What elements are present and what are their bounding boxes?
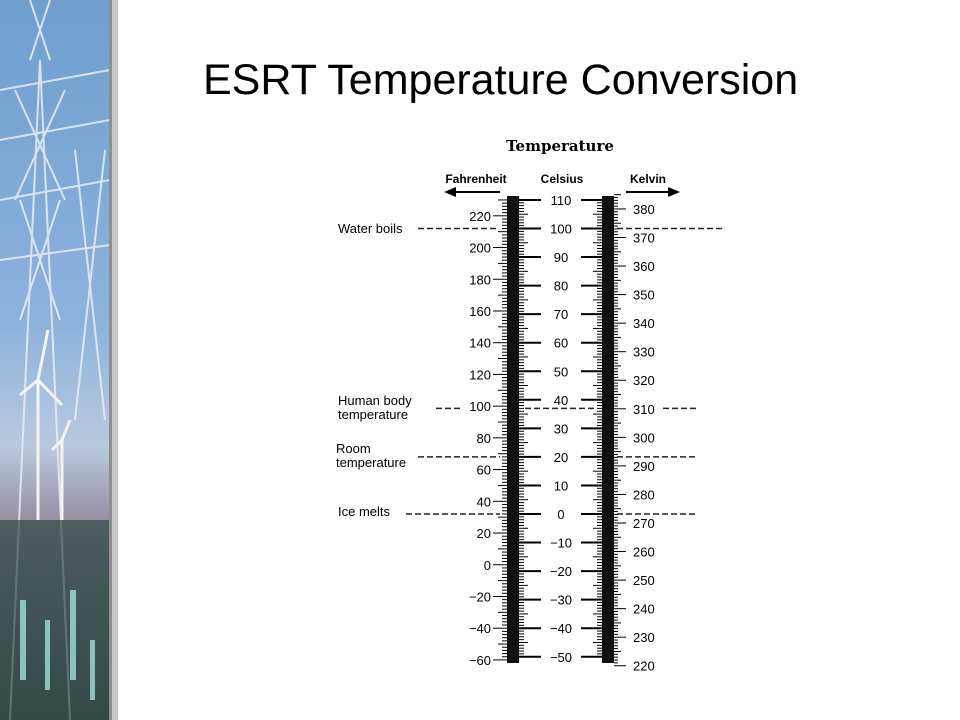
marker-label: Ice melts bbox=[338, 504, 391, 519]
celsius-tick-label: 50 bbox=[553, 364, 569, 380]
fahrenheit-arrow-icon bbox=[444, 187, 500, 197]
kelvin-tick-label: 350 bbox=[633, 287, 655, 303]
celsius-tick-label: 40 bbox=[553, 392, 569, 408]
kelvin-tick-label: 300 bbox=[633, 430, 655, 446]
kelvin-tick-label: 260 bbox=[633, 544, 655, 560]
thermometer-left-bar bbox=[507, 196, 519, 663]
celsius-tick-labels bbox=[550, 193, 572, 665]
celsius-tick-label: −30 bbox=[549, 592, 573, 608]
fahrenheit-tick-label: 200 bbox=[469, 240, 491, 256]
fahrenheit-tick-label: 120 bbox=[469, 367, 491, 383]
marker-label: Room bbox=[336, 441, 371, 456]
celsius-tick-label: 0 bbox=[557, 507, 565, 522]
kelvin-tick-label: 240 bbox=[633, 601, 655, 617]
reference-markers bbox=[336, 221, 722, 519]
celsius-tick-label: −10 bbox=[549, 535, 573, 551]
celsius-tick-label: −20 bbox=[549, 564, 573, 580]
kelvin-tick-label: 360 bbox=[633, 259, 655, 275]
thermometer-right-bar bbox=[602, 196, 614, 663]
kelvin-tick-label: 380 bbox=[633, 201, 655, 217]
fahrenheit-tick-labels bbox=[469, 209, 491, 668]
marker-label: Water boils bbox=[338, 221, 403, 236]
fahrenheit-tick-label: 140 bbox=[469, 335, 491, 351]
kelvin-tick-label: 310 bbox=[633, 401, 655, 417]
fahrenheit-tick-label: 0 bbox=[483, 557, 491, 573]
kelvin-tick-label: 220 bbox=[633, 658, 655, 674]
fahrenheit-tick-label: 60 bbox=[476, 462, 491, 478]
kelvin-tick-labels bbox=[633, 202, 655, 674]
kelvin-tick-label: 280 bbox=[633, 487, 655, 503]
celsius-tick-label: 10 bbox=[553, 478, 569, 494]
celsius-tick-label: −40 bbox=[549, 621, 573, 637]
marker-label: temperature bbox=[338, 407, 409, 422]
fahrenheit-tick-label: 80 bbox=[476, 430, 491, 446]
celsius-tick-label: 110 bbox=[550, 192, 572, 208]
fahrenheit-tick-label: 20 bbox=[476, 526, 491, 542]
kelvin-tick-label: 330 bbox=[633, 344, 655, 360]
fahrenheit-minor-ticks bbox=[493, 200, 507, 660]
marker-label: Human body bbox=[338, 393, 412, 408]
diagram-heading: Temperature bbox=[506, 137, 614, 155]
celsius-tick-label: 60 bbox=[553, 335, 569, 351]
kelvin-minor-ticks bbox=[614, 195, 626, 666]
fahrenheit-tick-label: −40 bbox=[468, 621, 491, 637]
marker-label: temperature bbox=[336, 455, 407, 470]
fahrenheit-tick-label: 160 bbox=[469, 303, 491, 319]
kelvin-label: Kelvin bbox=[629, 172, 667, 186]
slide-title: ESRT Temperature Conversion bbox=[203, 56, 799, 104]
kelvin-tick-label: 370 bbox=[633, 230, 655, 246]
celsius-tick-label: 90 bbox=[553, 250, 569, 266]
fahrenheit-tick-label: 40 bbox=[476, 494, 491, 510]
fahrenheit-tick-label: 100 bbox=[469, 399, 491, 415]
fahrenheit-tick-label: 220 bbox=[469, 208, 491, 224]
celsius-tick-label: 70 bbox=[553, 307, 569, 323]
fahrenheit-tick-label: 180 bbox=[469, 272, 491, 288]
fahrenheit-label: Fahrenheit bbox=[445, 172, 507, 186]
kelvin-tick-label: 340 bbox=[633, 316, 655, 332]
kelvin-arrow-icon bbox=[626, 187, 680, 197]
celsius-tick-label: 80 bbox=[553, 278, 569, 294]
celsius-label: Celsius bbox=[540, 172, 584, 186]
fahrenheit-tick-label: −20 bbox=[468, 589, 491, 605]
celsius-tick-label: −50 bbox=[549, 649, 573, 665]
celsius-tick-label: 20 bbox=[553, 449, 569, 465]
celsius-tick-label: 30 bbox=[553, 421, 569, 437]
celsius-tick-label: 100 bbox=[550, 221, 572, 237]
kelvin-tick-label: 320 bbox=[633, 373, 655, 389]
fahrenheit-tick-label: −60 bbox=[468, 652, 491, 668]
kelvin-tick-label: 250 bbox=[633, 573, 655, 589]
kelvin-tick-label: 230 bbox=[633, 630, 655, 646]
kelvin-tick-label: 270 bbox=[633, 515, 655, 531]
kelvin-tick-label: 290 bbox=[633, 458, 655, 474]
